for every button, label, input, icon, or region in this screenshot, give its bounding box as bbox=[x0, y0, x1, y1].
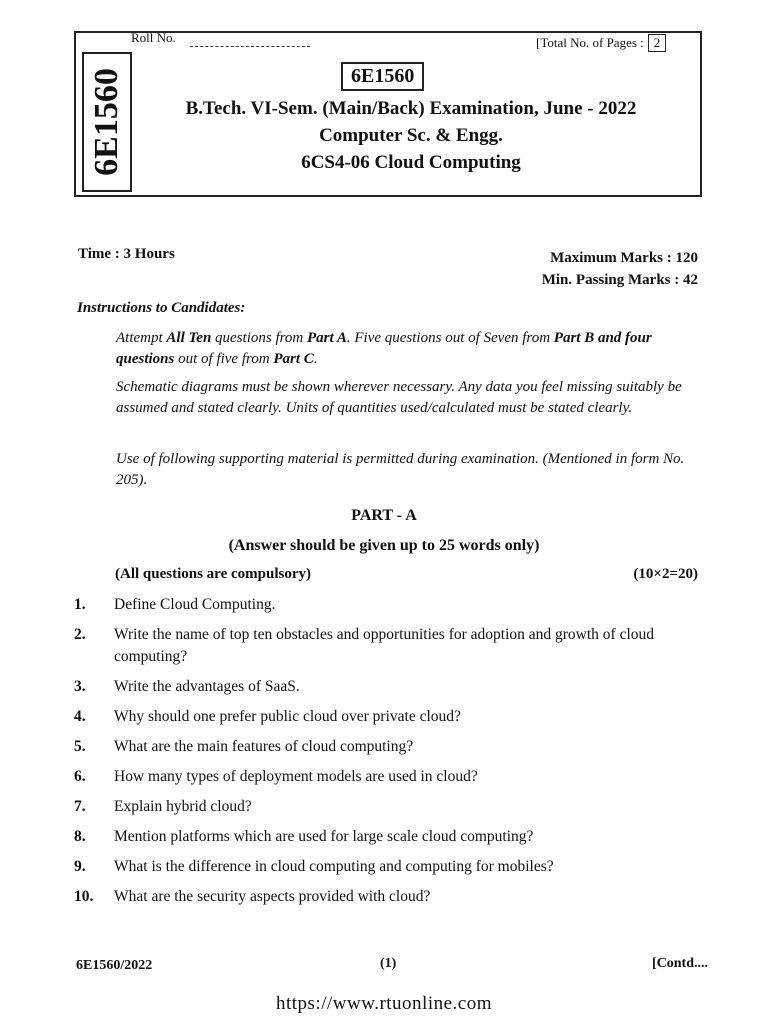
question-text: Write the name of top ten obstacles and opportunities for adoption and growth of cloud computing? bbox=[114, 626, 655, 665]
instruction-3: Use of following supporting material is permitted during examination. (Mentioned in form No. 205). bbox=[116, 451, 685, 488]
question-text: What is the difference in cloud computing and computing for mobiles? bbox=[114, 858, 554, 875]
question-text: Mention platforms which are used for large scale cloud computing? bbox=[114, 828, 534, 845]
maximum-marks: Maximum Marks : 120 bbox=[550, 250, 698, 266]
vertical-paper-code bbox=[82, 52, 132, 192]
total-pages-value: 2 bbox=[648, 34, 667, 52]
question-number: 2. bbox=[74, 626, 86, 643]
instructions-heading: Instructions to Candidates: bbox=[77, 300, 246, 316]
footer-contd: [Contd.... bbox=[651, 956, 708, 971]
instr-bold: and four questions bbox=[116, 330, 652, 367]
source-url: https://www.rtuonline.com bbox=[275, 993, 493, 1014]
part-a-marks: (10×2=20) bbox=[633, 566, 698, 582]
instr-text: questions from bbox=[211, 330, 307, 346]
question-text: Define Cloud Computing. bbox=[114, 596, 276, 613]
subject-title: 6CS4-06 Cloud Computing bbox=[301, 152, 521, 173]
question-number: 10. bbox=[74, 888, 94, 905]
roll-no-label: Roll No. bbox=[131, 30, 176, 45]
question-number: 6. bbox=[74, 768, 86, 785]
part-a-title: PART - A bbox=[351, 507, 417, 524]
question-number: 1. bbox=[74, 596, 86, 613]
question-number: 8. bbox=[74, 828, 86, 845]
question-text: What are the main features of cloud computing? bbox=[114, 738, 414, 755]
paper-code: 6E1560 bbox=[341, 62, 424, 91]
question-item bbox=[74, 886, 704, 908]
roll-no-line bbox=[190, 46, 310, 47]
total-pages bbox=[536, 34, 666, 52]
instr-text: . Five questions out of Seven from bbox=[346, 330, 554, 346]
question-item bbox=[74, 706, 704, 728]
question-item bbox=[74, 856, 704, 878]
instr-bold: Part A bbox=[307, 330, 347, 346]
time-allowed: Time : 3 Hours bbox=[78, 246, 175, 262]
instr-bold: Part C bbox=[273, 351, 314, 367]
question-item bbox=[74, 826, 704, 848]
question-number: 9. bbox=[74, 858, 86, 875]
min-passing-marks: Min. Passing Marks : 42 bbox=[541, 272, 698, 288]
question-number: 5. bbox=[74, 738, 86, 755]
part-a-subtitle: (Answer should be given up to 25 words only) bbox=[228, 537, 540, 554]
part-a-note: (All questions are compulsory) bbox=[115, 566, 311, 582]
question-list bbox=[74, 594, 704, 908]
instr-text: . bbox=[313, 351, 318, 367]
total-pages-label: [Total No. of Pages : bbox=[536, 35, 644, 50]
question-item bbox=[74, 736, 704, 758]
instr-text: Attempt bbox=[116, 330, 167, 346]
question-item bbox=[74, 624, 704, 668]
instruction-2: Schematic diagrams must be shown wherever necessary. Any data you feel missing suitably be assumed and stated clearly. Units of quantities used/calculated must be stated clearly. bbox=[116, 379, 682, 416]
vertical-paper-code-text: 6E1560 bbox=[88, 68, 125, 176]
question-number: 7. bbox=[74, 798, 86, 815]
exam-title: B.Tech. VI-Sem. (Main/Back) Examination, June - 2022 bbox=[185, 98, 637, 119]
question-text: Why should one prefer public cloud over private cloud? bbox=[114, 708, 461, 725]
instr-bold: Part B bbox=[553, 330, 595, 346]
footer-paper-code: 6E1560/2022 bbox=[76, 958, 153, 973]
question-text: What are the security aspects provided with cloud? bbox=[114, 888, 431, 905]
question-item bbox=[74, 796, 704, 818]
instruction-1 bbox=[116, 328, 702, 370]
question-number: 4. bbox=[74, 708, 86, 725]
question-number: 3. bbox=[74, 678, 86, 695]
branch-title: Computer Sc. & Engg. bbox=[319, 125, 503, 146]
instr-bold: All Ten bbox=[166, 330, 212, 346]
question-text: Write the advantages of SaaS. bbox=[114, 678, 300, 695]
question-item bbox=[74, 594, 704, 616]
question-text: Explain hybrid cloud? bbox=[114, 798, 252, 815]
question-item bbox=[74, 676, 704, 698]
footer-page-number: (1) bbox=[380, 956, 397, 971]
question-item bbox=[74, 766, 704, 788]
instr-text: out of five from bbox=[174, 351, 274, 367]
question-text: How many types of deployment models are used in cloud? bbox=[114, 768, 478, 785]
